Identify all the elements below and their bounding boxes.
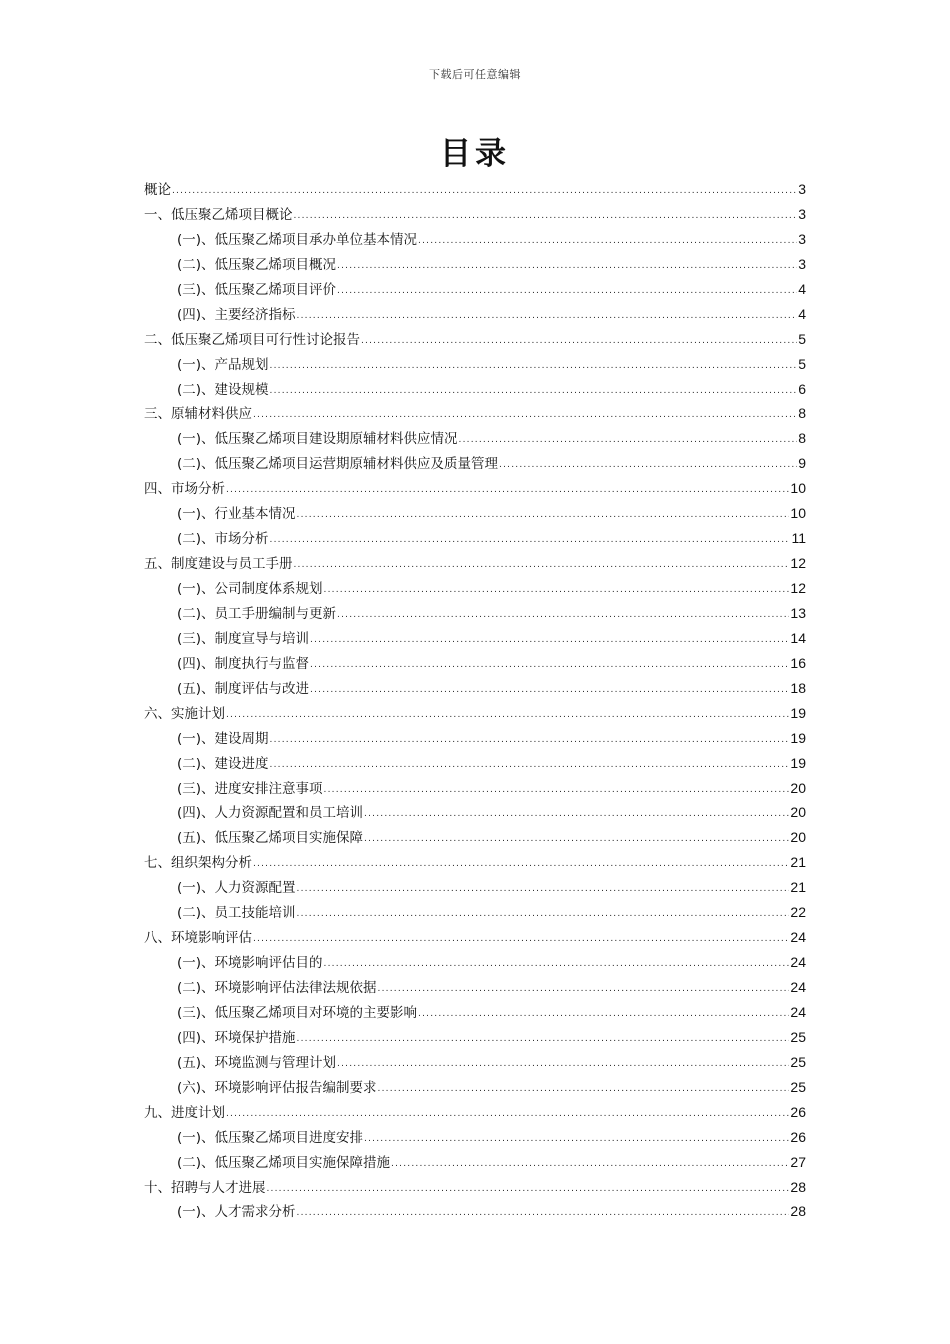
toc-entry-page-number: 21	[790, 879, 806, 896]
dot-leader	[294, 553, 790, 578]
dot-leader	[270, 528, 791, 553]
dot-leader	[297, 503, 790, 528]
toc-entry-page-number: 5	[798, 330, 806, 347]
toc-entry-title: (一)、人才需求分析	[177, 1204, 296, 1221]
dot-leader	[418, 1002, 789, 1027]
dot-leader	[297, 1201, 790, 1226]
dot-leader	[418, 229, 797, 254]
toc-entry[interactable]	[144, 701, 806, 726]
toc-entry-page-number: 3	[798, 255, 806, 272]
toc-entry-page-number: 27	[790, 1153, 806, 1170]
dot-leader	[337, 279, 797, 304]
toc-entry-title: (一)、公司制度体系规划	[177, 581, 323, 597]
toc-entry-title: (二)、低压聚乙烯项目概况	[177, 256, 337, 273]
toc-entry[interactable]	[144, 401, 806, 426]
dot-leader	[324, 952, 790, 977]
dot-leader	[226, 1102, 789, 1127]
toc-entry-title: (五)、制度评估与改进	[177, 680, 310, 697]
toc-entry-page-number: 14	[790, 629, 806, 646]
toc-entry-page-number: 25	[790, 1078, 806, 1095]
toc-entry-page-number: 19	[790, 704, 806, 721]
toc-entry-title: (三)、低压聚乙烯项目对环境的主要影响	[177, 1004, 418, 1021]
dot-leader	[378, 977, 790, 1002]
toc-entry-page-number: 24	[790, 954, 806, 971]
toc-entry[interactable]	[144, 451, 806, 476]
toc-entry-page-number: 24	[790, 929, 806, 946]
toc-entry[interactable]	[144, 1100, 806, 1125]
toc-entry-title: (五)、低压聚乙烯项目实施保障	[177, 830, 364, 847]
toc-entry[interactable]	[144, 327, 806, 352]
dot-leader	[310, 678, 789, 703]
dot-leader	[337, 254, 797, 279]
toc-entry[interactable]	[144, 302, 806, 327]
table-of-contents	[144, 177, 806, 1224]
toc-entry-title: (三)、进度安排注意事项	[177, 780, 323, 797]
toc-entry-title: 一、低压聚乙烯项目概论	[144, 206, 293, 223]
toc-entry-title: 八、环境影响评估	[144, 930, 252, 947]
toc-entry[interactable]	[144, 551, 806, 576]
dot-leader	[364, 827, 789, 852]
toc-entry-page-number: 8	[798, 430, 806, 447]
toc-entry-title: (三)、低压聚乙烯项目评价	[177, 281, 337, 298]
toc-entry-page-number: 5	[798, 355, 806, 372]
dot-leader	[499, 453, 797, 478]
toc-entry[interactable]	[144, 925, 806, 950]
toc-entry-page-number: 12	[790, 555, 806, 572]
dot-leader	[364, 1127, 789, 1152]
toc-entry-page-number: 3	[798, 181, 806, 197]
toc-entry-title: (二)、建设规模	[177, 381, 269, 398]
toc-entry-title: (一)、低压聚乙烯项目进度安排	[177, 1129, 364, 1146]
toc-entry[interactable]	[144, 352, 806, 377]
toc-entry[interactable]	[144, 177, 806, 202]
toc-entry-title: (一)、环境影响评估目的	[177, 955, 323, 972]
toc-entry-title: (二)、员工技能培训	[177, 905, 296, 922]
toc-entry-title: 二、低压聚乙烯项目可行性讨论报告	[144, 331, 360, 348]
dot-leader	[294, 204, 798, 229]
toc-entry[interactable]	[144, 1199, 806, 1224]
toc-entry-title: (三)、制度宣导与培训	[177, 630, 310, 647]
toc-entry-page-number: 18	[790, 679, 806, 696]
toc-entry[interactable]	[144, 227, 806, 252]
toc-entry-page-number: 11	[791, 530, 806, 547]
dot-leader	[253, 852, 789, 877]
toc-entry-page-number: 16	[790, 654, 806, 671]
toc-entry-page-number: 19	[790, 754, 806, 771]
dot-leader	[310, 653, 789, 678]
toc-entry-title: (二)、市场分析	[177, 531, 269, 548]
toc-entry-title: 七、组织架构分析	[144, 855, 252, 872]
toc-entry-title: (一)、低压聚乙烯项目承办单位基本情况	[177, 231, 418, 248]
toc-entry-title: 五、制度建设与员工手册	[144, 556, 293, 573]
dot-leader	[297, 877, 790, 902]
toc-entry-page-number: 25	[790, 1028, 806, 1045]
toc-entry[interactable]	[144, 726, 806, 751]
toc-entry-page-number: 21	[790, 854, 806, 871]
toc-entry-page-number: 6	[798, 380, 806, 397]
toc-entry-title: (四)、人力资源配置和员工培训	[177, 805, 364, 822]
toc-entry-title: 十、招聘与人才进展	[144, 1179, 266, 1196]
toc-entry[interactable]	[144, 601, 806, 626]
dot-leader	[297, 902, 790, 927]
toc-entry-page-number: 4	[798, 305, 806, 322]
toc-entry[interactable]	[144, 1175, 806, 1200]
toc-entry-page-number: 26	[790, 1128, 806, 1145]
dot-leader	[270, 753, 790, 778]
toc-entry-title: (二)、低压聚乙烯项目实施保障措施	[177, 1154, 391, 1171]
toc-title: 目录	[440, 136, 510, 172]
toc-entry-page-number: 3	[798, 230, 806, 247]
toc-entry-title: (二)、建设进度	[177, 755, 269, 772]
dot-leader	[361, 329, 797, 354]
dot-leader	[297, 1027, 790, 1052]
toc-entry-page-number: 26	[790, 1103, 806, 1120]
toc-entry-title: (四)、主要经济指标	[177, 306, 296, 323]
dot-leader	[378, 1077, 790, 1102]
dot-leader	[253, 927, 789, 952]
toc-entry-title: (二)、环境影响评估法律法规依据	[177, 980, 377, 996]
toc-entry-page-number: 20	[790, 779, 806, 796]
dot-leader	[270, 354, 798, 379]
toc-entry[interactable]	[144, 202, 806, 227]
toc-entry[interactable]	[144, 1025, 806, 1050]
toc-entry-title: (一)、人力资源配置	[177, 880, 296, 897]
dot-leader	[391, 1152, 789, 1177]
toc-entry-page-number: 3	[798, 205, 806, 222]
dot-leader	[364, 802, 789, 827]
toc-entry-page-number: 22	[790, 904, 806, 921]
toc-entry[interactable]	[144, 776, 806, 801]
toc-entry-title: (五)、环境监测与管理计划	[177, 1054, 337, 1071]
toc-entry[interactable]	[144, 676, 806, 701]
toc-entry-title: (四)、制度执行与监督	[177, 655, 310, 672]
toc-entry[interactable]	[144, 950, 806, 975]
toc-entry-page-number: 13	[790, 604, 806, 621]
dot-leader	[270, 379, 798, 404]
toc-entry[interactable]	[144, 1125, 806, 1150]
toc-entry[interactable]	[144, 850, 806, 875]
toc-entry-title: (一)、低压聚乙烯项目建设期原辅材料供应情况	[177, 431, 458, 448]
toc-entry[interactable]	[144, 426, 806, 451]
toc-entry[interactable]	[144, 1075, 806, 1100]
toc-entry[interactable]	[144, 900, 806, 925]
dot-leader	[253, 403, 797, 428]
toc-entry-page-number: 8	[798, 405, 806, 422]
dot-leader	[324, 778, 790, 803]
dot-leader	[267, 1177, 790, 1202]
toc-entry[interactable]	[144, 751, 806, 776]
toc-entry-title: (一)、建设周期	[177, 730, 269, 747]
dot-leader	[337, 603, 789, 628]
toc-entry[interactable]	[144, 651, 806, 676]
toc-entry[interactable]	[144, 501, 806, 526]
toc-entry[interactable]	[144, 277, 806, 302]
toc-entry-title: 九、进度计划	[144, 1104, 225, 1121]
toc-entry-title: 三、原辅材料供应	[144, 406, 252, 423]
toc-entry[interactable]	[144, 1150, 806, 1175]
toc-entry-page-number: 28	[790, 1203, 806, 1220]
dot-leader	[310, 628, 789, 653]
toc-entry-page-number: 4	[798, 280, 806, 297]
dot-leader	[324, 578, 790, 603]
toc-entry-title: 概论	[144, 182, 171, 198]
dot-leader	[337, 1052, 789, 1077]
toc-entry-page-number: 20	[790, 804, 806, 821]
toc-entry-page-number: 24	[790, 1003, 806, 1020]
toc-entry-page-number: 24	[790, 979, 806, 995]
toc-entry-page-number: 10	[790, 480, 806, 497]
toc-entry[interactable]	[144, 975, 806, 1000]
toc-entry-page-number: 20	[790, 829, 806, 846]
toc-entry-title: (二)、低压聚乙烯项目运营期原辅材料供应及质量管理	[177, 456, 499, 473]
dot-leader	[226, 478, 789, 503]
dot-leader	[297, 304, 798, 329]
toc-entry-title: (六)、环境影响评估报告编制要求	[177, 1079, 377, 1096]
toc-entry-page-number: 28	[790, 1178, 806, 1195]
toc-entry-title: (四)、环境保护措施	[177, 1029, 296, 1046]
toc-entry[interactable]	[144, 576, 806, 601]
toc-entry[interactable]	[144, 1000, 806, 1025]
dot-leader	[270, 728, 790, 753]
toc-entry-page-number: 12	[790, 580, 806, 596]
toc-entry[interactable]	[144, 476, 806, 501]
header-note: 下载后可任意编辑	[429, 68, 521, 81]
toc-entry[interactable]	[144, 526, 806, 551]
toc-entry[interactable]	[144, 377, 806, 402]
toc-entry[interactable]	[144, 252, 806, 277]
dot-leader	[226, 703, 789, 728]
dot-leader	[172, 179, 797, 204]
toc-entry[interactable]	[144, 875, 806, 900]
toc-entry-title: 四、市场分析	[144, 481, 225, 498]
toc-entry-title: (二)、员工手册编制与更新	[177, 605, 337, 622]
toc-entry-title: (一)、行业基本情况	[177, 506, 296, 523]
toc-entry[interactable]	[144, 825, 806, 850]
toc-entry-title: 六、实施计划	[144, 705, 225, 722]
toc-entry[interactable]	[144, 800, 806, 825]
toc-entry[interactable]	[144, 626, 806, 651]
toc-entry-title: (一)、产品规划	[177, 356, 269, 373]
toc-entry[interactable]	[144, 1050, 806, 1075]
toc-entry-page-number: 25	[790, 1053, 806, 1070]
toc-entry-page-number: 10	[790, 505, 806, 522]
toc-entry-page-number: 9	[798, 455, 806, 472]
dot-leader	[459, 428, 798, 453]
toc-entry-page-number: 19	[790, 729, 806, 746]
